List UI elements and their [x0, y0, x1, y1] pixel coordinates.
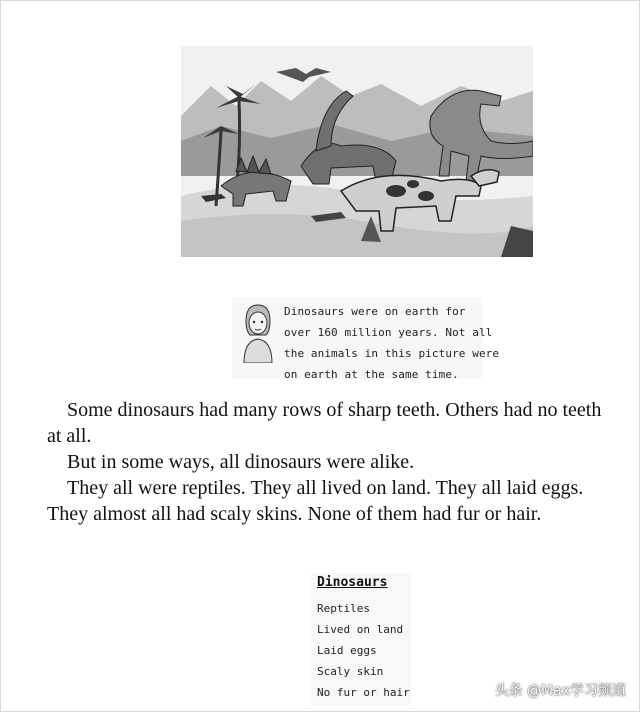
paragraph: They all were reptiles. They all lived on land. They all laid eggs. They almost all had scaly skins. None of them had fur or hair. [47, 477, 584, 525]
note-line: on earth at the same time. [284, 368, 459, 381]
body-text [47, 397, 607, 527]
paragraph: But in some ways, all dinosaurs were alike. [67, 451, 415, 473]
note-line: Dinosaurs were on earth for [284, 305, 466, 318]
list-item: No fur or hair [317, 686, 410, 699]
note-line: the animals in this picture were [284, 347, 500, 360]
note-text [284, 301, 500, 385]
dinosaur-scene [181, 46, 533, 257]
paragraph: Some dinosaurs had many rows of sharp teeth. Others had no teeth at all. [47, 399, 602, 447]
list-item: Scaly skin [317, 665, 384, 678]
speech-note [232, 297, 500, 381]
list-item: Laid eggs [317, 644, 377, 657]
summary-note [311, 573, 411, 705]
watermark: 头条 @Max学习频道 [494, 683, 626, 699]
dinosaur-illustration [181, 46, 533, 257]
list-item: Reptiles [317, 602, 370, 615]
summary-title: Dinosaurs [317, 575, 388, 590]
list-item: Lived on land [317, 623, 404, 636]
child-icon [238, 301, 278, 363]
summary-list [317, 598, 410, 703]
note-line: over 160 million years. Not all [284, 326, 493, 339]
